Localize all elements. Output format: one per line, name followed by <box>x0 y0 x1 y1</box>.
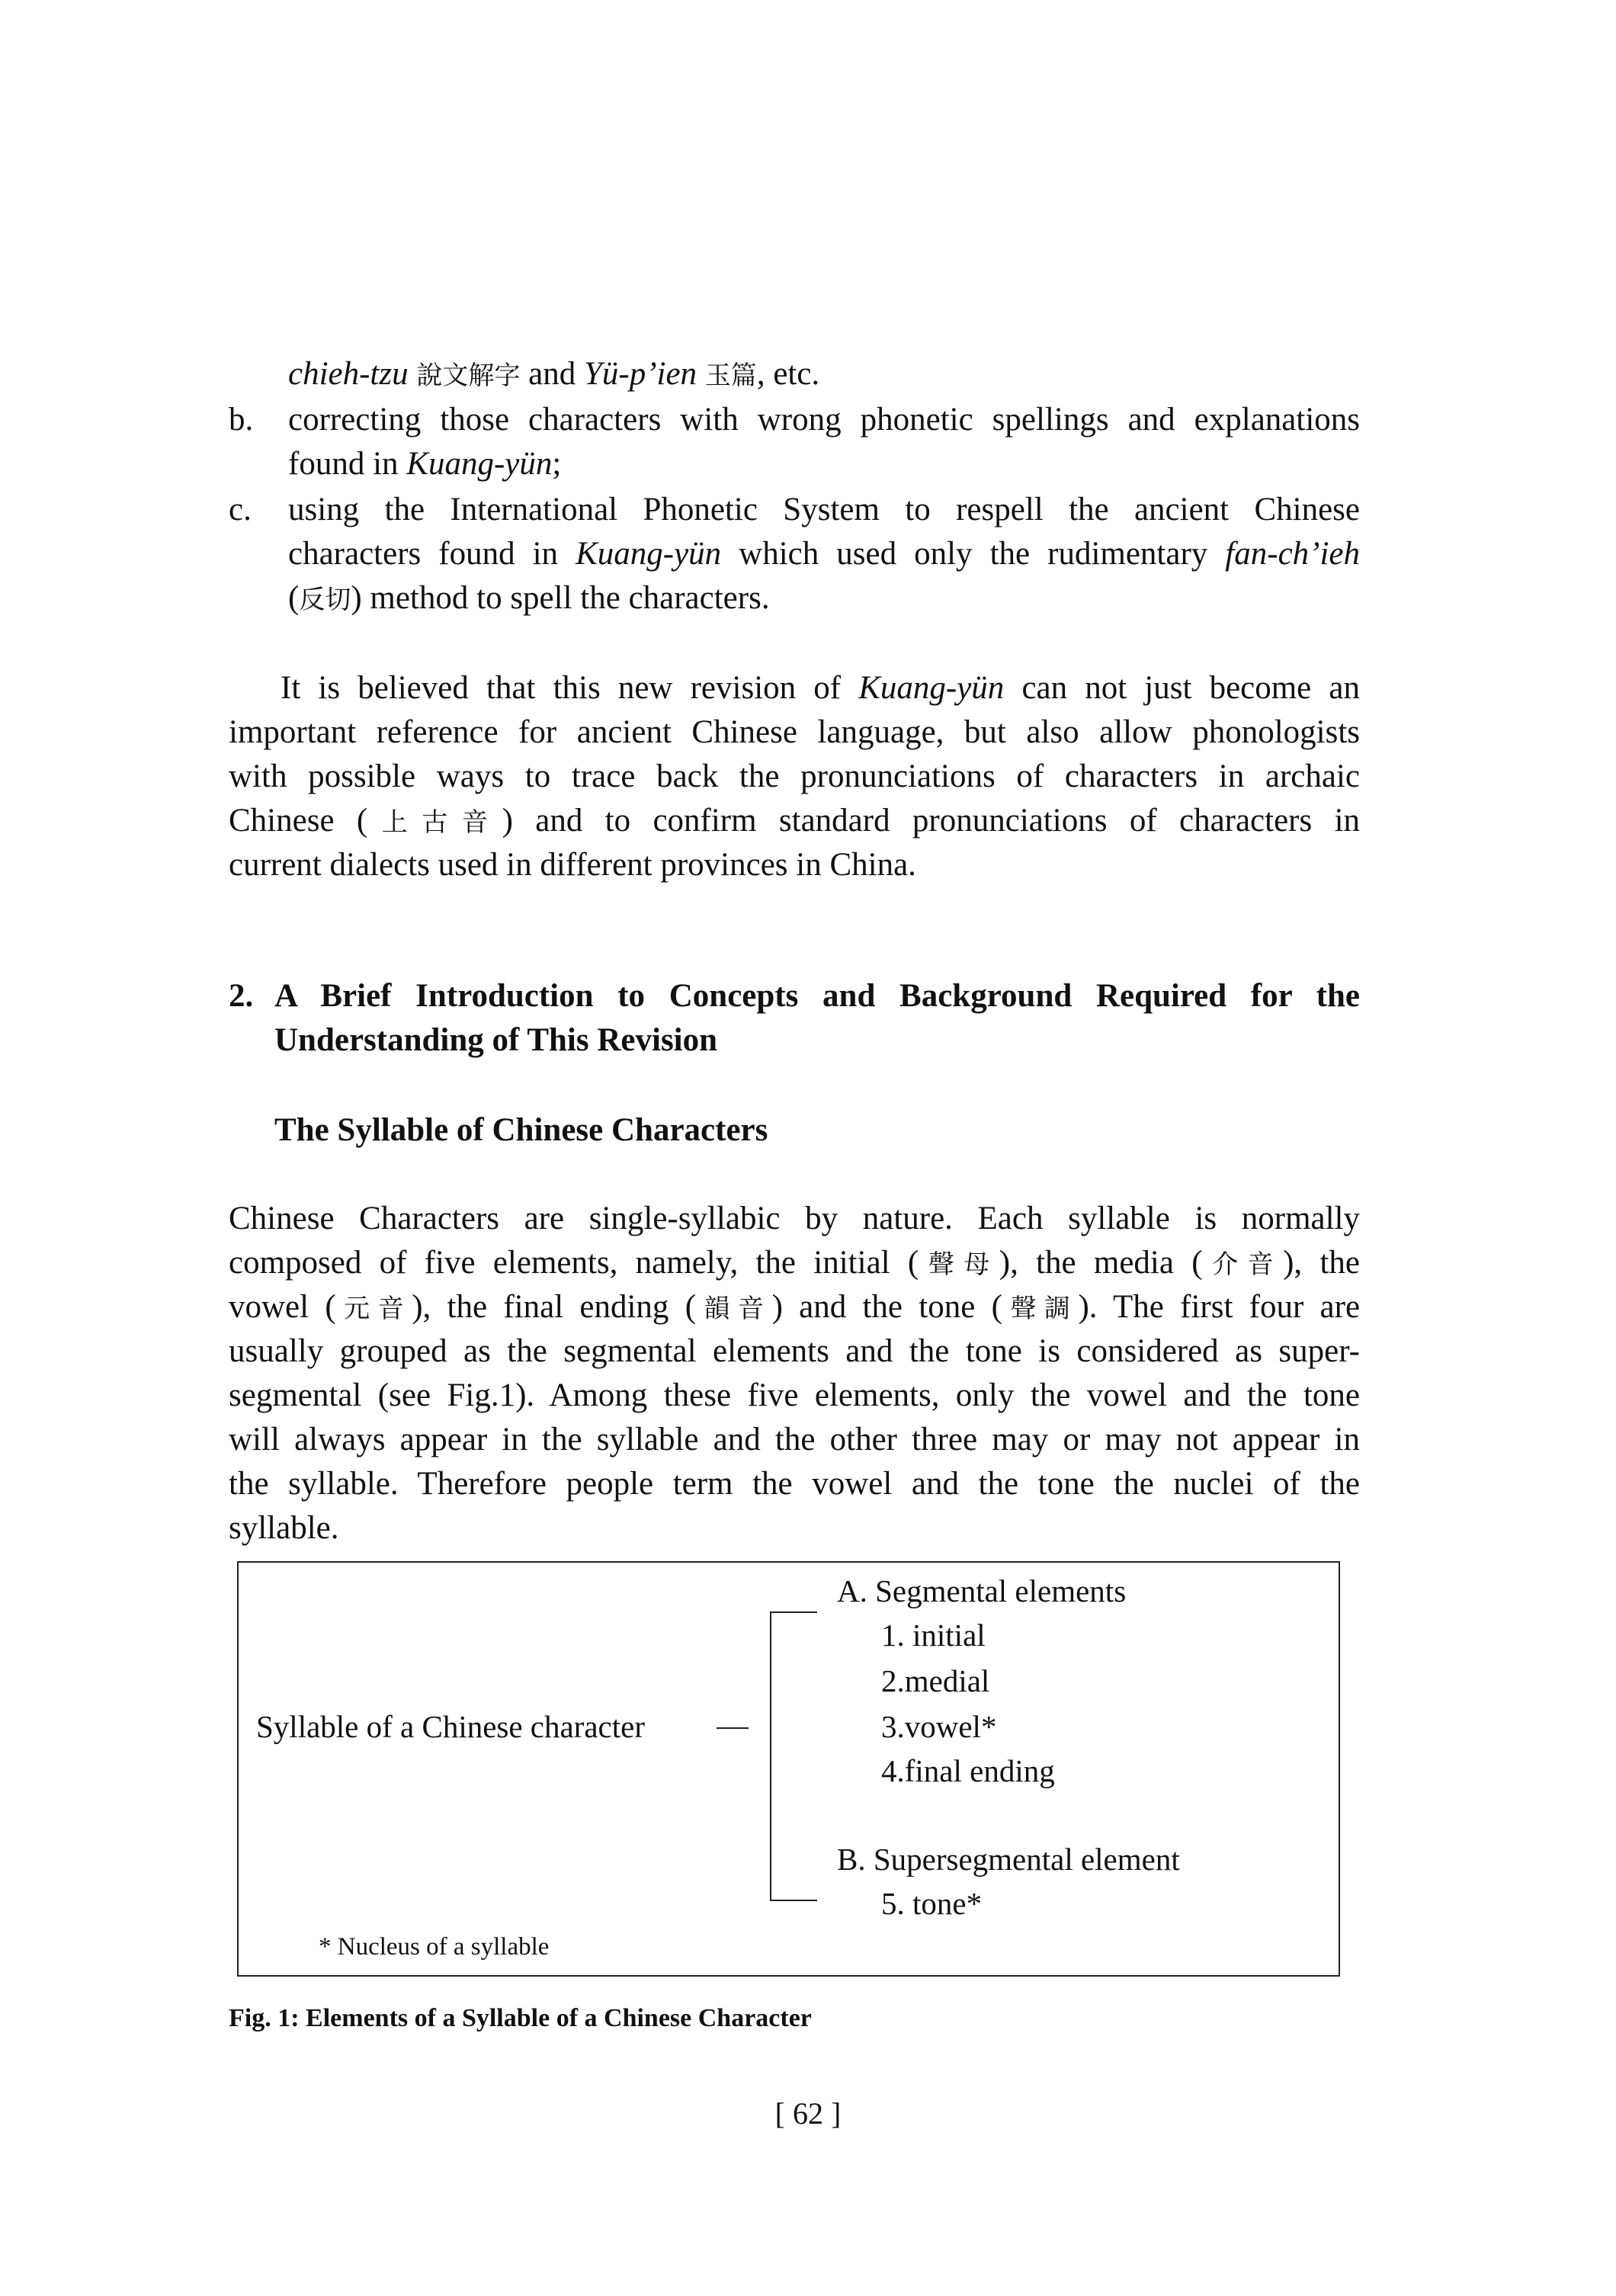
list-item-b-line1: correcting those characters with wrong phonetic spellings and explanations <box>288 402 1360 438</box>
figure-footnote: * Nucleus of a syllable <box>319 1933 550 1961</box>
cjk-shangguyin: 上古音 <box>367 807 502 838</box>
cjk-shengmu: 聲母 <box>919 1249 999 1280</box>
page-number: [ 62 ] <box>774 2096 842 2131</box>
paragraph2-line5: segmental (see Fig.1). Among these five elements, only the vowel and the tone <box>229 1377 1360 1413</box>
figure-bracket-top <box>770 1611 817 1613</box>
figure-group-b: B. Supersegmental element <box>837 1842 1180 1877</box>
list-item-c-line1: using the International Phonetic System to respell the ancient Chinese <box>288 492 1360 528</box>
figure-bracket-vertical <box>770 1611 771 1901</box>
cjk-yupian: 玉篇 <box>704 361 757 391</box>
figure-item-final-ending: 4.final ending <box>881 1753 1055 1788</box>
figure-connector-dash <box>717 1727 749 1729</box>
list-item-b-line2: found in Kuang-yün; <box>288 446 562 482</box>
paragraph1-line3: with possible ways to trace back the pronunciations of characters in archaic <box>229 758 1360 794</box>
figure-group-a: A. Segmental elements <box>837 1573 1127 1608</box>
paragraph2-line4: usually grouped as the segmental elements and the tone is considered as super- <box>229 1333 1360 1369</box>
list-item-a-tail: chieh-tzu 說文解字 and Yü-p’ien 玉篇, etc. <box>288 356 820 392</box>
term-kuang-yun: Kuang-yün <box>406 446 553 482</box>
figure-caption: Fig. 1: Elements of a Syllable of a Chinese Character <box>229 2004 812 2032</box>
term-yu-pien: Yü-p’ien <box>583 356 697 392</box>
paragraph1-line5: current dialects used in different provinces in China. <box>229 847 916 883</box>
paragraph2-line8: syllable. <box>229 1510 339 1546</box>
list-label-b: b. <box>229 402 254 438</box>
cjk-shuowen: 說文解字 <box>416 361 521 391</box>
paragraph1-line1: It is believed that this new revision of Kuang-yün can not just become an <box>281 670 1360 706</box>
term-chieh-tzu: chieh-tzu <box>288 356 409 392</box>
paragraph2-line1: Chinese Characters are single-syllabic by nature. Each syllable is normally <box>229 1201 1360 1236</box>
list-item-c-line2: characters found in Kuang-yün which used only the rudimentary fan-ch’ieh <box>288 536 1360 572</box>
paragraph2-line7: the syllable. Therefore people term the vowel and the tone the nuclei of the <box>229 1466 1360 1502</box>
list-item-c-line3: (反切) method to spell the characters. <box>288 580 770 616</box>
paragraph2-line2: composed of five elements, namely, the initial (聲母), the media (介音), the <box>229 1245 1360 1281</box>
paragraph1-line4: Chinese (上古音) and to confirm standard pronunciations of characters in <box>229 803 1361 839</box>
figure-box <box>237 1561 1340 1977</box>
list-label-c: c. <box>229 492 252 528</box>
cjk-fanqie: 反切 <box>299 585 351 615</box>
figure-item-medial: 2.medial <box>881 1663 990 1698</box>
cjk-shengdiao: 聲調 <box>1002 1294 1079 1324</box>
section-number: 2. <box>229 978 254 1014</box>
paragraph2-line6: will always appear in the syllable and the other three may or may not appear in <box>229 1422 1360 1457</box>
figure-item-initial: 1. initial <box>881 1618 986 1653</box>
term-fan-chieh: fan-ch’ieh <box>1225 536 1360 572</box>
figure-item-vowel: 3.vowel* <box>881 1709 997 1744</box>
subheading: The Syllable of Chinese Characters <box>274 1112 768 1148</box>
section-heading-line2: Understanding of This Revision <box>274 1022 718 1058</box>
cjk-yuanyin: 元音 <box>335 1294 412 1324</box>
cjk-yunyin: 韻音 <box>696 1294 772 1324</box>
paragraph2-line3: vowel (元音), the final ending (韻音) and the tone (聲調). The first four are <box>229 1289 1361 1325</box>
term-kuang-yun: Kuang-yün <box>858 670 1005 706</box>
term-kuang-yun: Kuang-yün <box>576 536 722 572</box>
cjk-jieyin: 介音 <box>1202 1249 1284 1280</box>
figure-root-label: Syllable of a Chinese character <box>256 1709 645 1744</box>
paragraph1-line2: important reference for ancient Chinese language, but also allow phonologists <box>229 714 1360 750</box>
figure-item-tone: 5. tone* <box>881 1886 983 1921</box>
section-heading-line1: A Brief Introduction to Concepts and Background Required for the <box>274 978 1360 1014</box>
figure-bracket-bottom <box>770 1900 817 1901</box>
